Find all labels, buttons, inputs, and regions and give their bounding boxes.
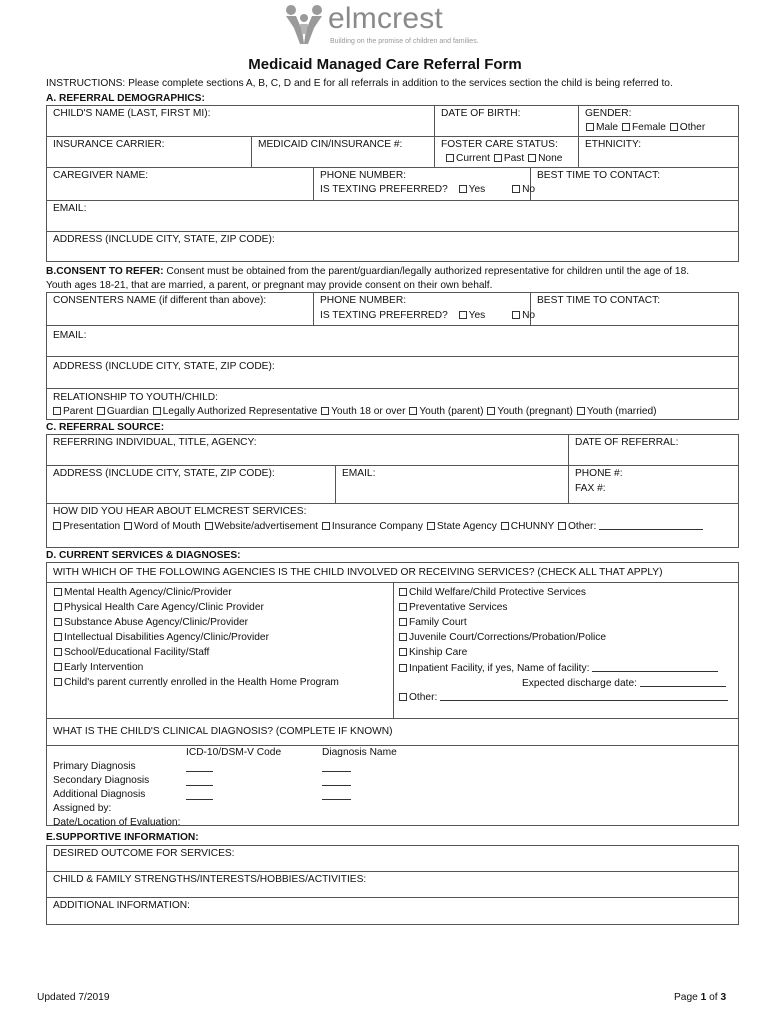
best-time-field[interactable]: BEST TIME TO CONTACT: (537, 170, 661, 181)
discharge-date: Expected discharge date: (522, 677, 726, 689)
agency-left-2[interactable]: Substance Abuse Agency/Clinic/Provider (53, 617, 248, 628)
rel-youth-pregnant-checkbox[interactable] (487, 407, 495, 415)
rel-youth18-checkbox[interactable] (321, 407, 329, 415)
consenter-best-time-field[interactable]: BEST TIME TO CONTACT: (537, 295, 661, 306)
agency-right-5[interactable]: Inpatient Facility, if yes, Name of facility: (398, 662, 718, 674)
consenter-name-field[interactable]: CONSENTERS NAME (if different than above): (53, 295, 267, 306)
gender-options: Male Female Other (585, 122, 705, 133)
texting-no-checkbox[interactable] (512, 185, 520, 193)
agency-right-4[interactable]: Kinship Care (398, 647, 467, 658)
additional-code-input[interactable] (186, 790, 213, 800)
consenter-address-field[interactable]: ADDRESS (INCLUDE CITY, STATE, ZIP CODE): (53, 361, 275, 372)
discharge-date-input[interactable] (640, 677, 726, 687)
updated-date: Updated 7/2019 (37, 992, 110, 1003)
relationship-options: Parent Guardian Legally Authorized Representative Youth 18 or over Youth (parent) Youth (pregnant) Youth (married) (52, 406, 657, 417)
secondary-code-input[interactable] (186, 776, 213, 786)
icd-header: ICD-10/DSM-V Code (186, 747, 282, 758)
rel-parent-checkbox[interactable] (53, 407, 61, 415)
instructions: INSTRUCTIONS: Please complete sections A, B, C, D and E for all referrals in addition to the services section the child is being referred to. (46, 78, 673, 89)
additional-diagnosis-label: Additional Diagnosis (53, 789, 146, 800)
foster-care-label: FOSTER CARE STATUS: (441, 139, 558, 150)
agency-other-input[interactable] (440, 691, 728, 701)
diagnosis-question: WHAT IS THE CHILD'S CLINICAL DIAGNOSIS? (COMPLETE IF KNOWN) (53, 726, 393, 737)
rel-youth-parent-checkbox[interactable] (409, 407, 417, 415)
primary-diagnosis-label: Primary Diagnosis (53, 761, 136, 772)
rel-youth-married-checkbox[interactable] (577, 407, 585, 415)
medicaid-cin-field[interactable]: MEDICAID CIN/INSURANCE #: (258, 139, 403, 150)
ethnicity-field[interactable]: ETHNICITY: (585, 139, 642, 150)
agency-right-3[interactable]: Juvenile Court/Corrections/Probation/Police (398, 632, 606, 643)
logo-tagline: Building on the promise of children and families. (330, 38, 479, 45)
texting-yes-checkbox[interactable] (459, 185, 467, 193)
additional-name-input[interactable] (322, 790, 351, 800)
secondary-diagnosis-label: Secondary Diagnosis (53, 775, 150, 786)
strengths-field[interactable]: CHILD & FAMILY STRENGTHS/INTERESTS/HOBBIES/ACTIVITIES: (53, 874, 367, 885)
child-name-field[interactable]: CHILD'S NAME (LAST, FIRST MI): (53, 108, 211, 119)
agency-left-3[interactable]: Intellectual Disabilities Agency/Clinic/Provider (53, 632, 269, 643)
rel-lar-checkbox[interactable] (153, 407, 161, 415)
foster-current-checkbox[interactable] (446, 154, 454, 162)
secondary-name-input[interactable] (322, 776, 351, 786)
elmcrest-logo (282, 2, 492, 48)
evaluation-label: Date/Location of Evaluation: (53, 817, 181, 828)
foster-past-checkbox[interactable] (494, 154, 502, 162)
foster-options: Current Past None (445, 153, 562, 164)
agencies-question: WITH WHICH OF THE FOLLOWING AGENCIES IS THE CHILD INVOLVED OR RECEIVING SERVICES? (CHECK ALL THAT APPLY) (53, 567, 663, 578)
consenter-texting-no-checkbox[interactable] (512, 311, 520, 319)
referrer-email-field[interactable]: EMAIL: (342, 468, 376, 479)
gender-female-checkbox[interactable] (622, 123, 630, 131)
gender-label: GENDER: (585, 108, 632, 119)
how-insurance-checkbox[interactable] (322, 522, 330, 530)
page-number: Page 1 of 3 (674, 992, 727, 1003)
section-c-heading: C. REFERRAL SOURCE: (46, 422, 165, 433)
consenter-email-field[interactable]: EMAIL: (53, 330, 87, 341)
texting-preferred: IS TEXTING PREFERRED? Yes No (320, 184, 536, 195)
diagnosis-name-header: Diagnosis Name (322, 747, 397, 758)
insurance-carrier-field[interactable]: INSURANCE CARRIER: (53, 139, 165, 150)
assigned-by-label: Assigned by: (53, 803, 112, 814)
how-state-agency-checkbox[interactable] (427, 522, 435, 530)
desired-outcome-field[interactable]: DESIRED OUTCOME FOR SERVICES: (53, 848, 235, 859)
referral-date-field[interactable]: DATE OF REFERRAL: (575, 437, 679, 448)
phone-number-field[interactable]: PHONE NUMBER: (320, 170, 407, 181)
how-website-checkbox[interactable] (205, 522, 213, 530)
section-d-heading: D. CURRENT SERVICES & DIAGNOSES: (46, 550, 241, 561)
facility-name-input[interactable] (592, 662, 718, 672)
foster-none-checkbox[interactable] (528, 154, 536, 162)
form-title: Medicaid Managed Care Referral Form (248, 56, 522, 73)
consenter-texting: IS TEXTING PREFERRED? Yes No (320, 310, 536, 321)
email-field[interactable]: EMAIL: (53, 203, 87, 214)
how-heard-options: Presentation Word of Mouth Website/advertisement Insurance Company State Agency CHUNNY Other: (52, 520, 703, 532)
gender-other-checkbox[interactable] (670, 123, 678, 131)
gender-male-checkbox[interactable] (586, 123, 594, 131)
caregiver-name-field[interactable]: CAREGIVER NAME: (53, 170, 149, 181)
relationship-label: RELATIONSHIP TO YOUTH/CHILD: (53, 392, 218, 403)
dob-field[interactable]: DATE OF BIRTH: (441, 108, 521, 119)
how-other-checkbox[interactable] (558, 522, 566, 530)
how-chunny-checkbox[interactable] (501, 522, 509, 530)
address-field[interactable]: ADDRESS (INCLUDE CITY, STATE, ZIP CODE): (53, 234, 275, 245)
agency-right-2[interactable]: Family Court (398, 617, 467, 628)
how-other-input[interactable] (599, 520, 703, 530)
how-presentation-checkbox[interactable] (53, 522, 61, 530)
agency-right-other[interactable]: Other: (398, 691, 728, 703)
agency-right-0[interactable]: Child Welfare/Child Protective Services (398, 587, 586, 598)
section-e-heading: E.SUPPORTIVE INFORMATION: (46, 832, 199, 843)
section-b-note: Youth ages 18-21, that are married, a parent, or pregnant may provide consent on their own behalf. (46, 280, 493, 291)
additional-info-field[interactable]: ADDITIONAL INFORMATION: (53, 900, 190, 911)
agency-left-1[interactable]: Physical Health Care Agency/Clinic Provider (53, 602, 264, 613)
agency-left-0[interactable]: Mental Health Agency/Clinic/Provider (53, 587, 232, 598)
agency-right-1[interactable]: Preventative Services (398, 602, 508, 613)
how-word-of-mouth-checkbox[interactable] (124, 522, 132, 530)
agency-left-5[interactable]: Early Intervention (53, 662, 143, 673)
referrer-fax-field[interactable]: FAX #: (575, 483, 606, 494)
referrer-phone-field[interactable]: PHONE #: (575, 468, 623, 479)
agency-left-6[interactable]: Child's parent currently enrolled in the Health Home Program (53, 677, 339, 688)
consenter-phone-field[interactable]: PHONE NUMBER: (320, 295, 407, 306)
section-a-heading: A. REFERRAL DEMOGRAPHICS: (46, 93, 205, 104)
rel-guardian-checkbox[interactable] (97, 407, 105, 415)
primary-code-input[interactable] (186, 762, 213, 772)
primary-name-input[interactable] (322, 762, 351, 772)
how-heard-label: HOW DID YOU HEAR ABOUT ELMCREST SERVICES: (53, 506, 307, 517)
referrer-address-field[interactable]: ADDRESS (INCLUDE CITY, STATE, ZIP CODE): (53, 468, 275, 479)
section-b-heading: B.CONSENT TO REFER: Consent must be obtained from the parent/guardian/legally authorized representative for children until the age of 18. (46, 266, 690, 277)
consenter-texting-yes-checkbox[interactable] (459, 311, 467, 319)
agency-left-4[interactable]: School/Educational Facility/Staff (53, 647, 209, 658)
family-figures-icon (282, 4, 326, 46)
referring-individual-field[interactable]: REFERRING INDIVIDUAL, TITLE, AGENCY: (53, 437, 257, 448)
logo-name: elmcrest (328, 2, 443, 35)
